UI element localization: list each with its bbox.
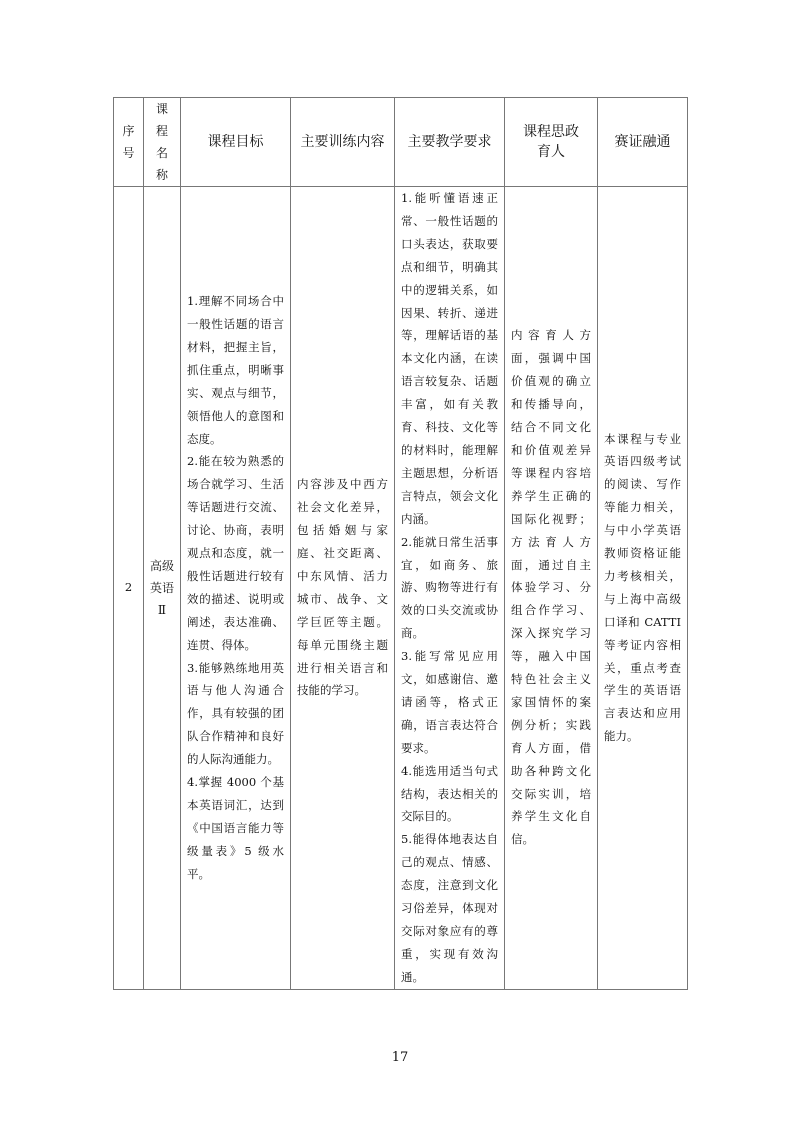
header-teaching-requirements: 主要教学要求 <box>395 98 505 187</box>
cell-certification: 本课程与专业英语四级考试的阅读、写作等能力相关，与中小学英语教师资格证能力考核相关，与上海中高级口译和 CATTI 等考证内容相关，重点考查学生的英语语言表达和应用能力。 <box>598 187 688 990</box>
header-certification: 赛证融通 <box>598 98 688 187</box>
header-training-content: 主要训练内容 <box>291 98 395 187</box>
header-index: 序号 <box>114 98 144 187</box>
header-ideological: 课程思政育人 <box>505 98 598 187</box>
requirement-item: 5.能得体地表达自己的观点、情感、态度，注意到文化习俗差异，体现对交际对象应有的尊重，实现有效沟通。 <box>401 832 498 984</box>
cell-training-content: 内容涉及中西方社会文化差异，包括婚姻与家庭、社交距离、中东风情、活力城市、战争、文学巨匠等主题。每单元围绕主题进行相关语言和技能的学习。 <box>291 187 395 990</box>
cell-index: 2 <box>114 187 144 990</box>
table-header-row <box>114 98 688 187</box>
objective-item: 3.能够熟练地用英语与他人沟通合作，具有较强的团队合作精神和良好的人际沟通能力。 <box>187 660 284 767</box>
requirement-item: 1.能听懂语速正常、一般性话题的口头表达，获取要点和细节，明确其中的逻辑关系，如因果、转折、递进等，理解话语的基本文化内涵，在读语言较复杂、话题丰富，如有关教育、科技、文化等的材料时，能理解主题思想，分析语言特点，领会文化内涵。 <box>401 191 498 526</box>
page-number: 17 <box>391 1050 409 1065</box>
requirement-item: 3.能写常见应用文，如感谢信、邀请函等，格式正确，语言表达符合要求。 <box>401 649 498 755</box>
cell-objectives <box>181 187 291 990</box>
course-table <box>113 97 688 990</box>
cell-teaching-requirements <box>395 187 505 990</box>
objective-item: 2.能在较为熟悉的场合就学习、生活等话题进行交流、讨论、协商，表明观点和态度，就一般性话题进行较有效的描述、说明或阐述，表达准确、连贯、得体。 <box>187 454 284 652</box>
cell-course-name: 高级英语Ⅱ <box>144 187 181 990</box>
header-objectives: 课程目标 <box>181 98 291 187</box>
objective-item: 4.掌握 4000 个基本英语词汇，达到《中国语言能力等级量表》5 级水平。 <box>187 775 284 881</box>
cell-ideological: 内容育人方面，强调中国价值观的确立和传播导向，结合不同文化和价值观差异等课程内容培养学生正确的国际化视野；方法育人方面，通过自主体验学习、分组合作学习、深入探究学习等，融入中国特色社会主义家国情怀的案例分析；实践育人方面，借助各种跨文化交际实训，培养学生文化自信。 <box>505 187 598 990</box>
objective-item: 1.理解不同场合中一般性话题的语言材料，把握主旨，抓住重点，明晰事实、观点与细节，领悟他人的意图和态度。 <box>187 294 284 446</box>
requirement-item: 2.能就日常生活事宜，如商务、旅游、购物等进行有效的口头交流或协商。 <box>401 534 498 641</box>
table-row <box>114 187 688 990</box>
requirement-item: 4.能选用适当句式结构，表达相关的交际目的。 <box>401 763 498 824</box>
header-course-name: 课程名称 <box>144 98 181 187</box>
